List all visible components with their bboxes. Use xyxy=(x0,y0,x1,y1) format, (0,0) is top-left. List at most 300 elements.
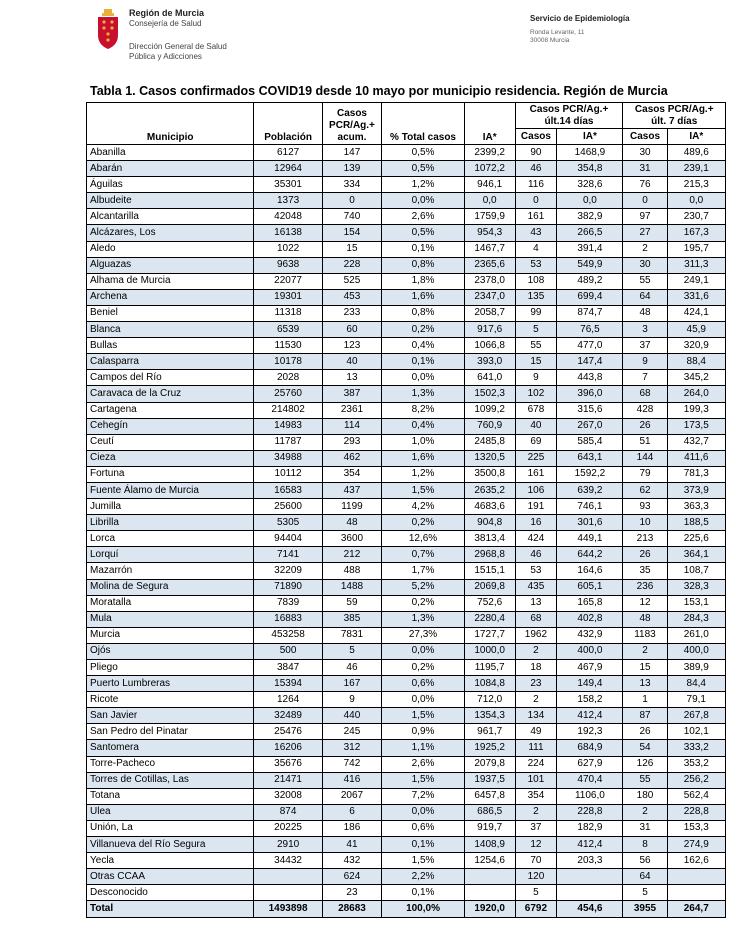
cell-casos-acum: 312 xyxy=(322,740,381,756)
cell-poblacion: 19301 xyxy=(254,289,322,305)
cell-ia: 2635,2 xyxy=(464,482,515,498)
cell-casos-acum: 440 xyxy=(322,708,381,724)
cell-pct-total: 1,3% xyxy=(382,386,465,402)
cell-ia-7 xyxy=(667,885,725,901)
cell-municipio: Yecla xyxy=(87,853,254,869)
cell-casos-14: 224 xyxy=(515,756,557,772)
table-total-row xyxy=(87,901,726,917)
cell-municipio: Santomera xyxy=(87,740,254,756)
cell-ia-14: 746,1 xyxy=(557,499,623,515)
cell-casos-14: 435 xyxy=(515,579,557,595)
cell-casos-acum: 48 xyxy=(322,515,381,531)
table-row xyxy=(87,145,726,161)
cell-casos-acum: 46 xyxy=(322,660,381,676)
cell-poblacion: 20225 xyxy=(254,820,322,836)
cell-ia: 2280,4 xyxy=(464,611,515,627)
cell-municipio: Lorquí xyxy=(87,547,254,563)
col-header-casos-7: Casos xyxy=(623,129,667,145)
cell-casos-7: 10 xyxy=(623,515,667,531)
cell-casos-7: 0 xyxy=(623,193,667,209)
org-department: Consejería de Salud xyxy=(129,19,202,28)
cell-ia: 946,1 xyxy=(464,177,515,193)
cell-municipio: Alguazas xyxy=(87,257,254,273)
cell-casos-14: 37 xyxy=(515,820,557,836)
cell-pct-total: 0,4% xyxy=(382,338,465,354)
cell-municipio: Calasparra xyxy=(87,354,254,370)
cell-poblacion: 16206 xyxy=(254,740,322,756)
cell-poblacion: 32209 xyxy=(254,563,322,579)
cell-ia: 1759,9 xyxy=(464,209,515,225)
cell-ia-14: 454,6 xyxy=(557,901,623,917)
cell-casos-acum: 154 xyxy=(322,225,381,241)
table-row xyxy=(87,418,726,434)
cell-poblacion: 35301 xyxy=(254,177,322,193)
cell-municipio: Desconocido xyxy=(87,885,254,901)
cell-poblacion: 2910 xyxy=(254,837,322,853)
cell-casos-14: 191 xyxy=(515,499,557,515)
cell-pct-total: 0,0% xyxy=(382,643,465,659)
cell-poblacion: 16583 xyxy=(254,482,322,498)
cell-ia-7: 188,5 xyxy=(667,515,725,531)
cell-ia: 686,5 xyxy=(464,804,515,820)
cell-casos-7: 35 xyxy=(623,563,667,579)
table-row xyxy=(87,482,726,498)
cell-ia: 917,6 xyxy=(464,322,515,338)
cell-ia-7: 328,3 xyxy=(667,579,725,595)
cell-ia: 760,9 xyxy=(464,418,515,434)
cell-pct-total: 0,9% xyxy=(382,724,465,740)
cell-casos-acum: 462 xyxy=(322,450,381,466)
cell-casos-7: 26 xyxy=(623,547,667,563)
cell-casos-7: 93 xyxy=(623,499,667,515)
cell-casos-14: 16 xyxy=(515,515,557,531)
col-header-pct-total: % Total casos xyxy=(382,103,465,145)
cell-ia: 2485,8 xyxy=(464,434,515,450)
cell-poblacion: 11318 xyxy=(254,305,322,321)
table-row xyxy=(87,499,726,515)
table-row xyxy=(87,788,726,804)
table-row xyxy=(87,579,726,595)
cell-ia-14: 699,4 xyxy=(557,289,623,305)
cell-pct-total: 0,4% xyxy=(382,418,465,434)
cell-municipio: Aledo xyxy=(87,241,254,257)
cell-municipio: Alcantarilla xyxy=(87,209,254,225)
cell-ia: 2365,6 xyxy=(464,257,515,273)
cell-casos-7: 48 xyxy=(623,611,667,627)
cell-poblacion: 214802 xyxy=(254,402,322,418)
cell-ia: 2968,8 xyxy=(464,547,515,563)
cell-municipio: Molina de Segura xyxy=(87,579,254,595)
cell-casos-acum: 453 xyxy=(322,289,381,305)
cell-ia-14: 644,2 xyxy=(557,547,623,563)
cell-ia: 752,6 xyxy=(464,595,515,611)
cell-casos-7: 27 xyxy=(623,225,667,241)
cell-pct-total: 0,2% xyxy=(382,660,465,676)
cell-casos-7: 37 xyxy=(623,338,667,354)
cell-casos-14: 424 xyxy=(515,531,557,547)
cell-ia-7: 320,9 xyxy=(667,338,725,354)
cell-poblacion: 6127 xyxy=(254,145,322,161)
cell-casos-14: 111 xyxy=(515,740,557,756)
cell-casos-acum: 488 xyxy=(322,563,381,579)
cell-poblacion: 94404 xyxy=(254,531,322,547)
cell-ia-7: 162,6 xyxy=(667,853,725,869)
cell-pct-total: 2,2% xyxy=(382,869,465,885)
cell-ia: 1727,7 xyxy=(464,627,515,643)
cell-ia-14: 164,6 xyxy=(557,563,623,579)
cell-municipio: Puerto Lumbreras xyxy=(87,676,254,692)
table-row xyxy=(87,161,726,177)
cell-ia xyxy=(464,885,515,901)
cell-casos-acum: 28683 xyxy=(322,901,381,917)
cell-municipio: Bullas xyxy=(87,338,254,354)
cell-casos-7: 64 xyxy=(623,289,667,305)
cell-pct-total: 1,2% xyxy=(382,177,465,193)
address-line-1: Ronda Levante, 11 xyxy=(530,29,585,36)
cell-casos-14: 23 xyxy=(515,676,557,692)
cell-ia-14: 549,9 xyxy=(557,257,623,273)
cell-casos-7: 97 xyxy=(623,209,667,225)
cell-casos-acum: 0 xyxy=(322,193,381,209)
directorate-line-2: Pública y Adicciones xyxy=(129,52,202,61)
table-row xyxy=(87,466,726,482)
cell-casos-acum: 147 xyxy=(322,145,381,161)
cell-ia-7: 331,6 xyxy=(667,289,725,305)
cell-municipio: Total xyxy=(87,901,254,917)
cell-poblacion: 874 xyxy=(254,804,322,820)
cell-casos-acum: 525 xyxy=(322,273,381,289)
cell-ia-14: 477,0 xyxy=(557,338,623,354)
cell-casos-acum: 334 xyxy=(322,177,381,193)
cell-ia-14: 182,9 xyxy=(557,820,623,836)
cell-pct-total: 4,2% xyxy=(382,499,465,515)
cell-casos-acum: 742 xyxy=(322,756,381,772)
cell-casos-7: 13 xyxy=(623,676,667,692)
cell-ia: 1515,1 xyxy=(464,563,515,579)
cell-ia-14: 354,8 xyxy=(557,161,623,177)
col-header-casos-acum: Casos PCR/Ag.+ acum. xyxy=(322,103,381,145)
cell-casos-acum: 3600 xyxy=(322,531,381,547)
table-row xyxy=(87,402,726,418)
cell-casos-acum: 114 xyxy=(322,418,381,434)
table-row xyxy=(87,241,726,257)
cell-ia-14: 328,6 xyxy=(557,177,623,193)
cell-poblacion: 11787 xyxy=(254,434,322,450)
cell-poblacion: 500 xyxy=(254,643,322,659)
cell-pct-total: 1,2% xyxy=(382,466,465,482)
cell-municipio: Villanueva del Río Segura xyxy=(87,837,254,853)
cell-municipio: Cartagena xyxy=(87,402,254,418)
cell-casos-14: 5 xyxy=(515,322,557,338)
cell-municipio: Alcázares, Los xyxy=(87,225,254,241)
cell-ia-14: 412,4 xyxy=(557,837,623,853)
cell-municipio: Totana xyxy=(87,788,254,804)
cell-ia-14: 643,1 xyxy=(557,450,623,466)
cell-casos-14: 134 xyxy=(515,708,557,724)
cell-ia-7: 230,7 xyxy=(667,209,725,225)
cell-ia: 3500,8 xyxy=(464,466,515,482)
cell-ia: 2378,0 xyxy=(464,273,515,289)
cell-casos-14: 18 xyxy=(515,660,557,676)
cell-casos-acum: 385 xyxy=(322,611,381,627)
cell-ia: 1937,5 xyxy=(464,772,515,788)
cell-casos-7: 2 xyxy=(623,804,667,820)
cell-casos-14: 161 xyxy=(515,209,557,225)
cell-municipio: Mula xyxy=(87,611,254,627)
cell-ia-14: 1592,2 xyxy=(557,466,623,482)
cell-municipio: Abarán xyxy=(87,161,254,177)
cell-casos-14: 13 xyxy=(515,595,557,611)
cell-ia-7: 173,5 xyxy=(667,418,725,434)
cell-ia: 919,7 xyxy=(464,820,515,836)
cell-ia-7: 153,1 xyxy=(667,595,725,611)
cell-ia-7: 311,3 xyxy=(667,257,725,273)
cell-ia-14: 400,0 xyxy=(557,643,623,659)
cell-casos-7: 3955 xyxy=(623,901,667,917)
cell-poblacion: 25600 xyxy=(254,499,322,515)
cell-ia-7: 264,7 xyxy=(667,901,725,917)
cell-casos-7: 87 xyxy=(623,708,667,724)
cell-pct-total: 0,6% xyxy=(382,676,465,692)
cell-ia: 2069,8 xyxy=(464,579,515,595)
cell-casos-14: 53 xyxy=(515,257,557,273)
cell-municipio: Fortuna xyxy=(87,466,254,482)
cell-casos-7: 68 xyxy=(623,386,667,402)
cell-casos-14: 2 xyxy=(515,643,557,659)
cell-casos-14: 5 xyxy=(515,885,557,901)
cell-ia-7 xyxy=(667,869,725,885)
table-row xyxy=(87,820,726,836)
cell-ia: 1408,9 xyxy=(464,837,515,853)
table-row xyxy=(87,804,726,820)
cell-municipio: Beniel xyxy=(87,305,254,321)
cell-casos-14: 68 xyxy=(515,611,557,627)
cell-casos-7: 51 xyxy=(623,434,667,450)
cell-municipio: San Javier xyxy=(87,708,254,724)
cell-municipio: Fuente Álamo de Murcia xyxy=(87,482,254,498)
cell-casos-7: 26 xyxy=(623,724,667,740)
cell-pct-total: 1,5% xyxy=(382,853,465,869)
cell-municipio: Moratalla xyxy=(87,595,254,611)
table-body xyxy=(87,145,726,918)
cell-casos-7: 48 xyxy=(623,305,667,321)
region-crest-icon xyxy=(96,9,120,49)
cell-ia: 2347,0 xyxy=(464,289,515,305)
cell-ia-14: 149,4 xyxy=(557,676,623,692)
cell-ia-14: 467,9 xyxy=(557,660,623,676)
cell-pct-total: 0,1% xyxy=(382,241,465,257)
table-row xyxy=(87,515,726,531)
cell-pct-total: 1,5% xyxy=(382,708,465,724)
cell-poblacion: 15394 xyxy=(254,676,322,692)
cell-poblacion xyxy=(254,869,322,885)
col-header-ia-7: IA* xyxy=(667,129,725,145)
cell-poblacion xyxy=(254,885,322,901)
cell-pct-total: 0,0% xyxy=(382,370,465,386)
cell-ia-7: 261,0 xyxy=(667,627,725,643)
cell-poblacion: 7141 xyxy=(254,547,322,563)
cell-municipio: Ulea xyxy=(87,804,254,820)
table-row xyxy=(87,257,726,273)
cell-casos-acum: 2067 xyxy=(322,788,381,804)
cell-poblacion: 10112 xyxy=(254,466,322,482)
cell-pct-total: 0,6% xyxy=(382,820,465,836)
cell-poblacion: 25476 xyxy=(254,724,322,740)
cell-pct-total: 8,2% xyxy=(382,402,465,418)
cell-ia-14: 627,9 xyxy=(557,756,623,772)
cell-ia-14: 203,3 xyxy=(557,853,623,869)
cell-ia: 1467,7 xyxy=(464,241,515,257)
cell-ia-14: 432,9 xyxy=(557,627,623,643)
cell-ia-14: 585,4 xyxy=(557,434,623,450)
table-row xyxy=(87,676,726,692)
document-header xyxy=(0,0,740,80)
cell-poblacion: 10178 xyxy=(254,354,322,370)
cell-poblacion: 34432 xyxy=(254,853,322,869)
table-row xyxy=(87,547,726,563)
cell-ia-7: 363,3 xyxy=(667,499,725,515)
table-row xyxy=(87,837,726,853)
cell-ia: 393,0 xyxy=(464,354,515,370)
cell-ia-7: 228,8 xyxy=(667,804,725,820)
cell-ia-7: 274,9 xyxy=(667,837,725,853)
col-group-14-dias: Casos PCR/Ag.+ últ.14 días xyxy=(515,103,623,129)
cell-ia-7: 79,1 xyxy=(667,692,725,708)
cell-ia-14: 449,1 xyxy=(557,531,623,547)
cell-casos-14: 46 xyxy=(515,547,557,563)
cell-ia-14: 391,4 xyxy=(557,241,623,257)
cell-municipio: Ricote xyxy=(87,692,254,708)
cell-pct-total: 7,2% xyxy=(382,788,465,804)
cell-poblacion: 21471 xyxy=(254,772,322,788)
cell-casos-7: 31 xyxy=(623,161,667,177)
cell-ia-7: 562,4 xyxy=(667,788,725,804)
cell-casos-14: 40 xyxy=(515,418,557,434)
cell-ia-7: 256,2 xyxy=(667,772,725,788)
table-row xyxy=(87,708,726,724)
cell-pct-total: 0,2% xyxy=(382,595,465,611)
cell-casos-7: 1183 xyxy=(623,627,667,643)
cell-poblacion: 7839 xyxy=(254,595,322,611)
cell-ia: 1320,5 xyxy=(464,450,515,466)
cell-pct-total: 1,8% xyxy=(382,273,465,289)
cell-ia-14: 443,8 xyxy=(557,370,623,386)
table-row xyxy=(87,563,726,579)
cell-ia-14: 266,5 xyxy=(557,225,623,241)
cell-casos-7: 3 xyxy=(623,322,667,338)
cell-municipio: Blanca xyxy=(87,322,254,338)
cell-casos-7: 144 xyxy=(623,450,667,466)
cell-casos-acum: 40 xyxy=(322,354,381,370)
cell-casos-14: 161 xyxy=(515,466,557,482)
cell-pct-total: 5,2% xyxy=(382,579,465,595)
cell-ia: 954,3 xyxy=(464,225,515,241)
cell-pct-total: 0,1% xyxy=(382,885,465,901)
cell-ia: 904,8 xyxy=(464,515,515,531)
cell-casos-7: 1 xyxy=(623,692,667,708)
org-name: Región de Murcia xyxy=(129,8,205,18)
cell-casos-14: 69 xyxy=(515,434,557,450)
cell-pct-total: 0,1% xyxy=(382,354,465,370)
table-row xyxy=(87,595,726,611)
cell-casos-acum: 186 xyxy=(322,820,381,836)
cell-municipio: Alhama de Murcia xyxy=(87,273,254,289)
col-header-ia: IA* xyxy=(464,103,515,145)
cell-poblacion: 25760 xyxy=(254,386,322,402)
cell-pct-total: 12,6% xyxy=(382,531,465,547)
table-row xyxy=(87,756,726,772)
cell-ia-14: 684,9 xyxy=(557,740,623,756)
cases-table xyxy=(86,102,726,918)
cell-poblacion: 6539 xyxy=(254,322,322,338)
table-row xyxy=(87,177,726,193)
cell-poblacion: 32489 xyxy=(254,708,322,724)
cell-casos-14: 678 xyxy=(515,402,557,418)
cell-poblacion: 34988 xyxy=(254,450,322,466)
cell-casos-7: 55 xyxy=(623,772,667,788)
cell-casos-acum: 387 xyxy=(322,386,381,402)
cell-poblacion: 5305 xyxy=(254,515,322,531)
cell-ia-14: 301,6 xyxy=(557,515,623,531)
cell-casos-7: 55 xyxy=(623,273,667,289)
cell-ia-7: 267,8 xyxy=(667,708,725,724)
cell-pct-total: 100,0% xyxy=(382,901,465,917)
service-name: Servicio de Epidemiología xyxy=(530,14,630,23)
cell-municipio: Archena xyxy=(87,289,254,305)
cell-casos-7: 8 xyxy=(623,837,667,853)
cell-ia: 2079,8 xyxy=(464,756,515,772)
cell-casos-7: 2 xyxy=(623,241,667,257)
cell-casos-acum: 740 xyxy=(322,209,381,225)
cell-pct-total: 0,2% xyxy=(382,322,465,338)
cell-poblacion: 14983 xyxy=(254,418,322,434)
cell-casos-7: 213 xyxy=(623,531,667,547)
cell-casos-14: 99 xyxy=(515,305,557,321)
cell-ia-7: 225,6 xyxy=(667,531,725,547)
cell-ia: 2399,2 xyxy=(464,145,515,161)
cell-municipio: Cieza xyxy=(87,450,254,466)
cell-casos-7: 15 xyxy=(623,660,667,676)
table-row xyxy=(87,643,726,659)
cell-casos-7: 2 xyxy=(623,643,667,659)
cell-poblacion: 32008 xyxy=(254,788,322,804)
cell-ia-14 xyxy=(557,885,623,901)
cell-casos-14: 135 xyxy=(515,289,557,305)
cell-casos-14: 9 xyxy=(515,370,557,386)
cell-poblacion: 16883 xyxy=(254,611,322,627)
cell-casos-7: 31 xyxy=(623,820,667,836)
cell-casos-14: 116 xyxy=(515,177,557,193)
cell-ia-7: 45,9 xyxy=(667,322,725,338)
table-row xyxy=(87,322,726,338)
cell-casos-7: 12 xyxy=(623,595,667,611)
cell-ia-7: 88,4 xyxy=(667,354,725,370)
cell-ia-14: 192,3 xyxy=(557,724,623,740)
cell-ia-14 xyxy=(557,869,623,885)
cell-ia: 2058,7 xyxy=(464,305,515,321)
cell-casos-acum: 15 xyxy=(322,241,381,257)
cell-casos-acum: 139 xyxy=(322,161,381,177)
cell-casos-acum: 60 xyxy=(322,322,381,338)
cell-casos-acum: 416 xyxy=(322,772,381,788)
cell-ia-14: 412,4 xyxy=(557,708,623,724)
cell-casos-14: 43 xyxy=(515,225,557,241)
cell-casos-7: 9 xyxy=(623,354,667,370)
cell-pct-total: 1,5% xyxy=(382,482,465,498)
cell-ia-14: 396,0 xyxy=(557,386,623,402)
cell-ia-7: 264,0 xyxy=(667,386,725,402)
cell-ia-7: 373,9 xyxy=(667,482,725,498)
